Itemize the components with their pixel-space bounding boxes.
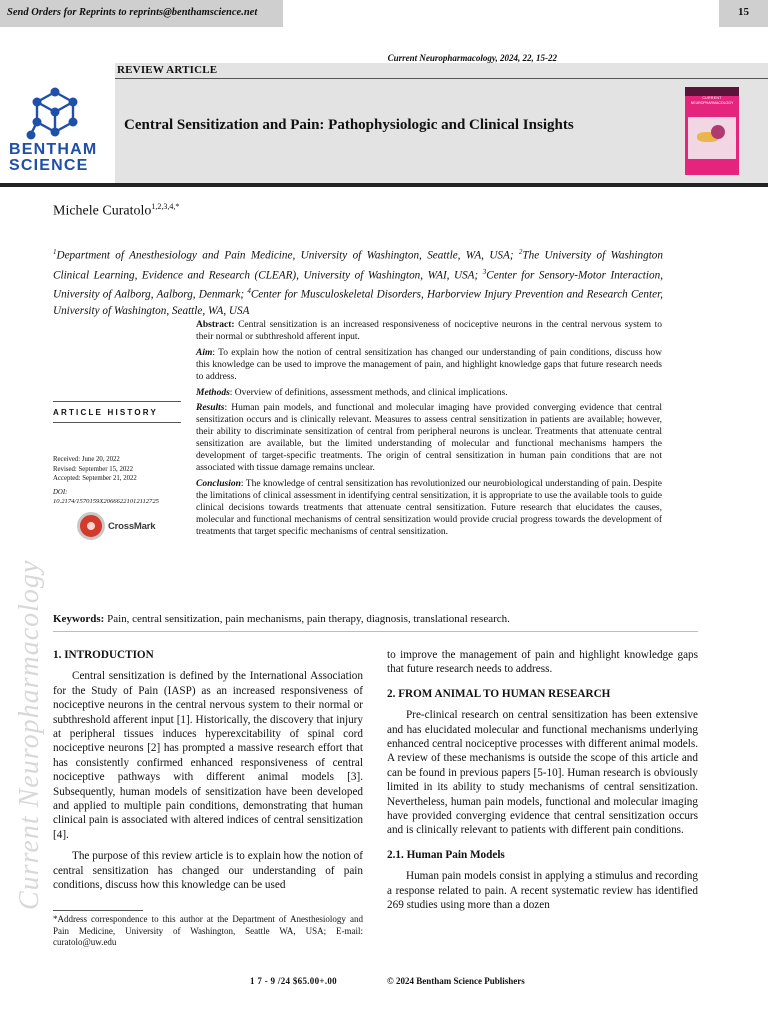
- footnote-rule: [53, 910, 143, 911]
- section-heading-introduction: 1. INTRODUCTION: [53, 649, 154, 661]
- author-name: Michele Curatolo: [53, 203, 152, 219]
- abstract-text: Central sensitization is an increased responsiveness of nociceptive neurons in the central nervous system to their normal or subthreshold afferent input.: [196, 320, 662, 342]
- results-label: Results: [196, 403, 225, 414]
- header-bottom-rule: [0, 183, 768, 187]
- section-heading-animal-human: 2. FROM ANIMAL TO HUMAN RESEARCH: [387, 687, 611, 700]
- doi-label: DOI:: [53, 489, 68, 496]
- intro-paragraph-2: The purpose of this review article is to explain how the notion of central sensitization has changed our understanding of pain conditions, discuss how this knowledge can be used: [53, 850, 363, 892]
- keywords-divider: [53, 631, 698, 632]
- aim-label: Aim: [196, 347, 213, 358]
- aim-text: : To explain how the notion of central sensitization has changed our understanding of pain conditions, discuss how this knowledge can be used to improve the management of pain, and highlight knowledge gaps that future research needs to address.: [196, 347, 662, 382]
- article-dates: [53, 455, 137, 484]
- subsection-heading-human-pain-models: 2.1. Human Pain Models: [387, 848, 505, 861]
- crossmark-label: CrossMark: [108, 521, 156, 532]
- author-affiliation-marks: 1,2,3,4,*: [151, 202, 180, 211]
- reprint-notice: Send Orders for Reprints to reprints@benthamscience.net: [7, 7, 258, 18]
- section21-paragraph-1: Human pain models consist in applying a stimulus and recording a response related to pain. A recent systematic review has identified 269 studies using more than a dozen: [387, 870, 698, 912]
- abstract-label: Abstract:: [196, 320, 235, 330]
- article-history-rule-bottom: [53, 422, 181, 423]
- journal-watermark: Current Neuropharmacology: [14, 559, 45, 910]
- author-line: [53, 202, 179, 220]
- article-type: REVIEW ARTICLE: [117, 64, 218, 76]
- journal-reference: Current Neuropharmacology, 2024, 22, 15-22: [387, 53, 557, 63]
- intro-paragraph-2-continued: to improve the management of pain and highlight knowledge gaps that future research needs to address.: [387, 649, 698, 676]
- journal-cover-image: [685, 87, 739, 175]
- footer-price-code: 1 7 - 9 /24 $65.00+.00: [250, 976, 337, 986]
- crossmark-badge[interactable]: [77, 512, 177, 542]
- section2-paragraph-1: Pre-clinical research on central sensitization has been extensive and has elucidated molecular and functional mechanisms underlying enhanced central nociceptive processes with different animal models. A review of these mechanisms is outside the scope of this article and can be found in previous papers [5-10]. Human research is obviously limited in its ability to study mechanisms of central sensitization. Nevertheless, human pain models, functional and molecular imaging have provided converging evidence that central sensitization occurs and is clinically relevant to patients with different pain conditions.: [387, 709, 698, 837]
- intro-paragraph-1: Central sensitization is defined by the International Association for the Study of Pain (IASP) as an increased responsiveness of nociceptive neurons in the central nervous system to their normal or subthreshold afferent input [1]. Historically, the discovery that injury at peripheral tissues induces hyperexcitability of spinal cord nociceptive neurons [2] has prompted a massive research effort that has consistently confirmed enhanced responsiveness of central nociceptive pathways with different animal models [3]. Subsequently, human models of sensitization have been developed and applied to multiple pain conditions, demonstrating that human clinical pain is associated with altered indices of central sensitization [4].: [53, 670, 363, 841]
- bentham-molecule-icon: [25, 86, 87, 142]
- crossmark-icon: [77, 512, 105, 540]
- left-column: [53, 648, 363, 900]
- revised-date: Revised: September 15, 2022: [53, 465, 134, 473]
- article-title: Central Sensitization and Pain: Pathophysiologic and Clinical Insights: [124, 117, 574, 133]
- cover-line2: NEUROPHARMACOLOGY: [690, 101, 734, 105]
- keywords-label: Keywords:: [53, 613, 105, 625]
- methods-label: Methods: [196, 387, 230, 398]
- cover-line1: CURRENT: [702, 96, 722, 100]
- abstract-block: [196, 320, 662, 542]
- accepted-date: Accepted: September 21, 2022: [53, 475, 137, 482]
- conclusion-label: Conclusion: [196, 478, 241, 489]
- methods-text: : Overview of definitions, assessment methods, and clinical implications.: [229, 387, 508, 398]
- article-history-rule-top: [53, 401, 181, 402]
- article-history-heading: ARTICLE HISTORY: [53, 408, 159, 417]
- footer-copyright: © 2024 Bentham Science Publishers: [387, 976, 525, 986]
- conclusion-text: : The knowledge of central sensitization has revolutionized our neurobiological understanding of pain. Despite the limitations of clinical assessment in identifying central sensitization, it is appropriate to use the available tools to guide clinical decisions towards treatments that attenuate central sensitization. Future research that elucidates the causes, molecular and functional mechanisms of central sensitization would provide crucial progress towards the development of treatments that target specific mechanisms of central sensitization.: [196, 478, 662, 537]
- right-column: [387, 648, 698, 920]
- header-divider: [115, 78, 768, 79]
- publisher-logo-line1: BENTHAM: [9, 141, 98, 158]
- publisher-logo-line2: SCIENCE: [9, 157, 89, 174]
- page-number: 15: [738, 6, 749, 18]
- keywords-line: [53, 613, 510, 625]
- affiliations: $^1$Department of Anesthesiology and Pain Medicine, University of Washington, Seattle, WA, USA; $^2$The University of Washington Clinical Learning, Evidence and Research (CLEAR), University of Washington, WAI, USA; $^3$Center for Sensory-Motor Interaction, University of Aalborg, Aalborg, Denmark; $^4$Center for Musculoskeletal Disorders, Harborview Injury Prevention and Research Center, University of Washington, Seattle, WA, USA: [53, 248, 663, 318]
- correspondence-footnote: *Address correspondence to this author at the Department of Anesthesiology and Pain Medicine, University of Washington, Seattle WA, USA; E-mail: curatolo@uw.edu: [53, 914, 363, 947]
- doi-link[interactable]: 10.2174/1570159X20666221012112725: [53, 498, 159, 505]
- results-text: : Human pain models, and functional and molecular imaging have provided converging evidence that central sensitization occurs and is clinically relevant. Measures to assess central sensitization in patients are available; however, their ability to discriminate sensitization of central from peripheral neurons is unclear. Treatments that attenuate central sensitization are available, but the limited understanding of molecular and functional mechanisms hampers the development of target-specific treatments. The origin of central sensitization in human pain conditions that are not associated with tissue damage remains unclear.: [196, 403, 662, 473]
- keywords-text: Pain, central sensitization, pain mechanisms, pain therapy, diagnosis, translational research.: [104, 613, 510, 625]
- received-date: Received: June 20, 2022: [53, 456, 120, 463]
